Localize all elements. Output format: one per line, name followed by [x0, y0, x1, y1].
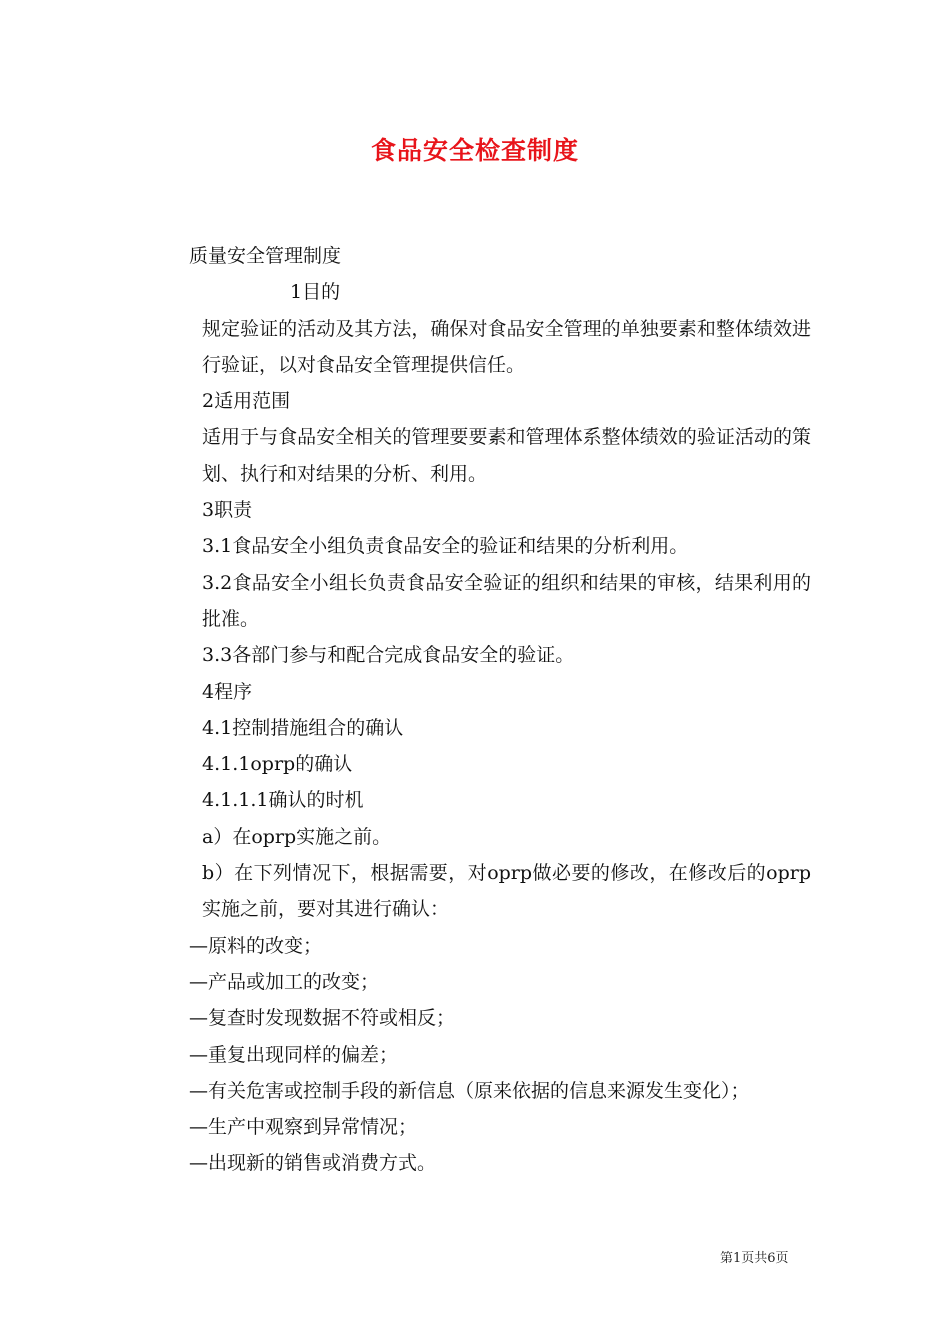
paragraph-3-1: 3.1食品安全小组负责食品安全的验证和结果的分析利用。 — [202, 535, 689, 558]
list-item: —出现新的销售或消费方式。 — [189, 1152, 437, 1175]
paragraph-purpose: 规定验证的活动及其方法，确保对食品安全管理的单独要素和整体绩效进行验证，以对食品安全管理提供信任。 — [202, 317, 811, 376]
list-item: —复查时发现数据不符或相反； — [189, 1007, 456, 1030]
paragraph-4-1-1: 4.1.1oprp的确认 — [202, 753, 353, 776]
paragraph-scope: 适用于与食品安全相关的管理要要素和管理体系整体绩效的验证活动的策划、执行和对结果的分析、利用。 — [202, 426, 811, 485]
document-body — [146, 238, 811, 1182]
page-number: 第1页共6页 — [720, 1251, 789, 1266]
list-item: —产品或加工的改变； — [189, 970, 380, 993]
document-title: 食品安全检查制度 — [370, 136, 579, 165]
paragraph-section-2: 2适用范围 — [202, 390, 291, 413]
paragraph-item-b: b）在下列情况下，根据需要，对oprp做必要的修改，在修改后的oprp实施之前，要对其进行确认： — [202, 862, 811, 921]
paragraph-section-4: 4程序 — [202, 680, 253, 703]
paragraph-heading: 质量安全管理制度 — [189, 245, 342, 267]
list-item: —有关危害或控制手段的新信息（原来依据的信息来源发生变化）； — [189, 1079, 750, 1102]
paragraph-section-1: 1目的 — [290, 281, 341, 304]
list-item: —重复出现同样的偏差； — [189, 1043, 399, 1066]
paragraph-item-a: a）在oprp实施之前。 — [202, 825, 392, 848]
paragraph-4-1: 4.1控制措施组合的确认 — [202, 716, 404, 739]
paragraph-3-2: 3.2食品安全小组长负责食品安全验证的组织和结果的审核，结果利用的批准。 — [202, 571, 811, 630]
list-item: —原料的改变； — [189, 934, 323, 957]
list-item: —生产中观察到异常情况； — [189, 1116, 418, 1139]
paragraph-section-3: 3职责 — [202, 499, 253, 522]
paragraph-4-1-1-1: 4.1.1.1确认的时机 — [202, 789, 364, 812]
paragraph-3-3: 3.3各部门参与和配合完成食品安全的验证。 — [202, 644, 575, 667]
